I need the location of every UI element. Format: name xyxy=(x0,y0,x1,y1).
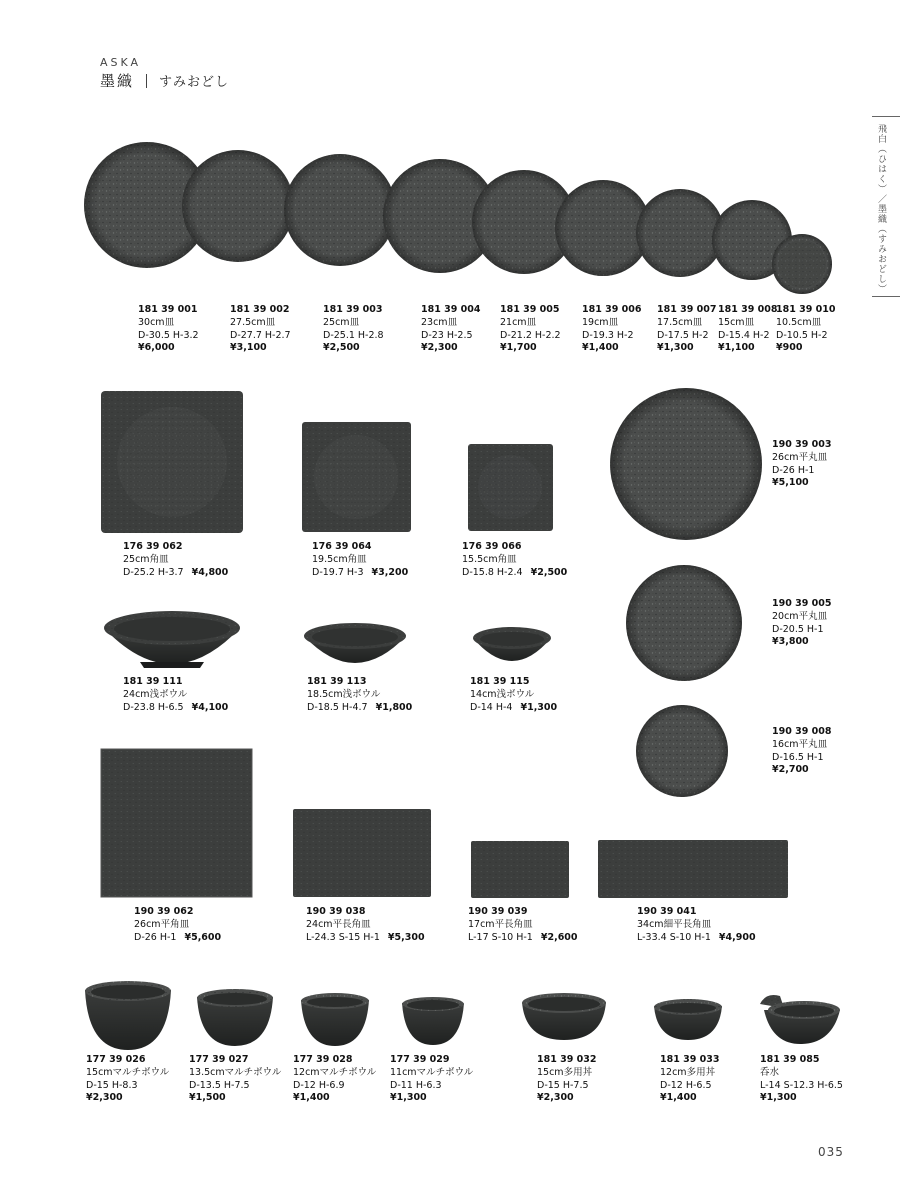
product-price: ¥1,300 xyxy=(390,1092,427,1104)
product-caption xyxy=(657,304,717,355)
product-price: ¥4,800 xyxy=(191,566,229,578)
product-price: ¥1,300 xyxy=(760,1092,797,1104)
product-price: ¥1,700 xyxy=(500,342,537,354)
product-caption xyxy=(230,304,291,355)
product-price: ¥900 xyxy=(776,342,803,354)
product-name: 21cm皿 xyxy=(500,316,537,328)
multi-bowl-photo-12cm xyxy=(301,993,369,1046)
product-caption xyxy=(776,304,836,355)
product-caption xyxy=(582,304,642,355)
product-caption xyxy=(293,1054,376,1105)
product-dimensions: D-15.4 H-2 xyxy=(718,329,770,341)
product-code: 181 39 008 xyxy=(718,304,778,315)
product-code: 190 39 041 xyxy=(637,906,697,917)
product-price: ¥5,600 xyxy=(184,931,222,943)
product-dimensions: D-25.1 H-2.8 xyxy=(323,329,384,341)
product-code: 177 39 028 xyxy=(293,1054,353,1065)
product-code: 177 39 026 xyxy=(86,1054,146,1065)
product-dimensions: L-24.3 S-15 H-1 xyxy=(306,931,380,943)
product-price: ¥2,500 xyxy=(323,342,360,354)
product-caption xyxy=(390,1054,473,1105)
product-code: 190 39 062 xyxy=(134,906,194,917)
product-dimensions: D-16.5 H-1 xyxy=(772,751,824,763)
product-code: 177 39 029 xyxy=(390,1054,450,1065)
product-code: 181 39 007 xyxy=(657,304,717,315)
product-dimensions: D-10.5 H-2 xyxy=(776,329,828,341)
product-code: 181 39 001 xyxy=(138,304,198,315)
product-caption xyxy=(323,304,384,355)
product-caption xyxy=(468,906,578,944)
square-plate-photo-25cm xyxy=(101,391,243,533)
product-code: 181 39 113 xyxy=(307,676,367,687)
product-code: 190 39 008 xyxy=(772,726,832,737)
multi-bowl-photo-11cm xyxy=(402,997,464,1045)
product-caption xyxy=(470,676,557,714)
product-dimensions: D-15 H-8.3 xyxy=(86,1079,138,1091)
product-name: 26cm平丸皿 xyxy=(772,451,828,463)
product-name: 23cm皿 xyxy=(421,316,458,328)
product-caption xyxy=(306,906,425,944)
product-code: 176 39 066 xyxy=(462,541,522,552)
product-dimensions: D-23.8 H-6.5 xyxy=(123,701,184,713)
product-dimensions: D-19.7 H-3 xyxy=(312,566,364,578)
product-name: 17.5cm皿 xyxy=(657,316,703,328)
product-code: 181 39 005 xyxy=(500,304,560,315)
flat-round-plate-photo-20cm xyxy=(626,565,742,681)
flat-square-plate-photo-26cm xyxy=(101,749,252,897)
product-caption xyxy=(462,541,567,579)
shallow-bowl-photo-14cm xyxy=(473,627,551,661)
product-dimensions: D-26 H-1 xyxy=(772,464,815,476)
product-price: ¥3,200 xyxy=(371,566,409,578)
product-caption xyxy=(760,1054,843,1105)
product-caption xyxy=(772,598,832,649)
plate-photo-27-5cm xyxy=(182,150,294,262)
product-caption xyxy=(637,906,756,944)
product-dimensions: D-26 H-1 xyxy=(134,931,177,943)
product-price: ¥2,300 xyxy=(421,342,458,354)
product-name: 15cm多用丼 xyxy=(537,1066,593,1078)
product-dimensions: D-15.8 H-2.4 xyxy=(462,566,523,578)
shallow-bowl-photo-18-5cm xyxy=(304,623,406,663)
product-price: ¥1,400 xyxy=(293,1092,330,1104)
product-price: ¥1,500 xyxy=(189,1092,226,1104)
product-dimensions: D-23 H-2.5 xyxy=(421,329,473,341)
product-code: 181 39 004 xyxy=(421,304,481,315)
product-code: 177 39 027 xyxy=(189,1054,249,1065)
product-dimensions: D-30.5 H-3.2 xyxy=(138,329,199,341)
product-code: 176 39 064 xyxy=(312,541,372,552)
product-name: 25cm角皿 xyxy=(123,553,169,565)
plate-photo-10-5cm xyxy=(772,234,832,294)
side-index-label: 飛白（ひはく）／墨織（すみおどし） xyxy=(876,124,886,294)
shallow-bowl-photo-24cm xyxy=(104,611,240,668)
product-price: ¥1,800 xyxy=(375,701,413,713)
product-code: 181 39 002 xyxy=(230,304,290,315)
product-code: 181 39 032 xyxy=(537,1054,597,1065)
product-code: 176 39 062 xyxy=(123,541,183,552)
product-dimensions: D-15 H-7.5 xyxy=(537,1079,589,1091)
product-code: 181 39 111 xyxy=(123,676,183,687)
product-price: ¥1,300 xyxy=(657,342,694,354)
product-name: 24cm平長角皿 xyxy=(306,918,371,930)
product-price: ¥1,400 xyxy=(660,1092,697,1104)
product-name: 25cm皿 xyxy=(323,316,360,328)
product-price: ¥2,700 xyxy=(772,764,809,776)
product-caption xyxy=(123,676,228,714)
product-code: 181 39 085 xyxy=(760,1054,820,1065)
product-caption xyxy=(134,906,221,944)
flat-round-plate-photo-16cm xyxy=(636,705,728,797)
product-name: 30cm皿 xyxy=(138,316,175,328)
product-name: 15cm皿 xyxy=(718,316,755,328)
product-price: ¥1,100 xyxy=(718,342,755,354)
product-price: ¥4,900 xyxy=(718,931,756,943)
product-price: ¥4,100 xyxy=(191,701,229,713)
product-price: ¥2,300 xyxy=(86,1092,123,1104)
product-name: 15.5cm角皿 xyxy=(462,553,517,565)
product-code: 181 39 010 xyxy=(776,304,836,315)
product-name: 15cmマルチボウル xyxy=(86,1066,170,1078)
product-caption xyxy=(772,726,832,777)
flat-round-plate-photo-26cm xyxy=(610,388,762,540)
product-caption xyxy=(189,1054,281,1105)
product-price: ¥6,000 xyxy=(138,342,175,354)
flat-long-plate-photo-17cm xyxy=(471,841,569,898)
product-price: ¥5,100 xyxy=(772,477,809,489)
product-code: 190 39 039 xyxy=(468,906,528,917)
collection-name: 墨織 xyxy=(100,72,135,90)
multi-bowl-photo-15cm xyxy=(85,981,171,1050)
product-code: 181 39 003 xyxy=(323,304,383,315)
product-dimensions: D-11 H-6.3 xyxy=(390,1079,442,1091)
product-dimensions: D-21.2 H-2.2 xyxy=(500,329,561,341)
product-name: 26cm平角皿 xyxy=(134,918,190,930)
product-code: 190 39 003 xyxy=(772,439,832,450)
product-dimensions: D-25.2 H-3.7 xyxy=(123,566,184,578)
product-dimensions: D-12 H-6.9 xyxy=(293,1079,345,1091)
product-code: 190 39 005 xyxy=(772,598,832,609)
square-plate-photo-19-5cm xyxy=(302,422,411,532)
product-caption xyxy=(718,304,778,355)
product-caption xyxy=(138,304,199,355)
product-price: ¥3,100 xyxy=(230,342,267,354)
product-name: 16cm平丸皿 xyxy=(772,738,828,750)
page-number: 035 xyxy=(818,1145,844,1159)
flat-long-plate-photo-24cm xyxy=(293,809,431,897)
product-caption xyxy=(123,541,228,579)
product-price: ¥2,300 xyxy=(537,1092,574,1104)
product-caption xyxy=(660,1054,720,1105)
product-name: 13.5cmマルチボウル xyxy=(189,1066,282,1078)
product-name: 34cm細平長角皿 xyxy=(637,918,712,930)
product-price: ¥2,500 xyxy=(530,566,568,578)
plate-photo-17-5cm xyxy=(636,189,724,277)
product-name: 20cm平丸皿 xyxy=(772,610,828,622)
product-code: 181 39 006 xyxy=(582,304,642,315)
product-caption xyxy=(772,439,832,490)
product-name: 19.5cm角皿 xyxy=(312,553,367,565)
product-name: 12cmマルチボウル xyxy=(293,1066,377,1078)
product-name: 27.5cm皿 xyxy=(230,316,276,328)
product-name: 18.5cm浅ボウル xyxy=(307,688,381,700)
product-dimensions: L-17 S-10 H-1 xyxy=(468,931,533,943)
product-price: ¥1,300 xyxy=(520,701,558,713)
product-caption xyxy=(312,541,408,579)
product-dimensions: D-19.3 H-2 xyxy=(582,329,634,341)
torisui-photo xyxy=(760,995,840,1044)
product-dimensions: D-20.5 H-1 xyxy=(772,623,824,635)
collection-reading: すみおどし xyxy=(159,75,230,90)
donburi-photo-12cm xyxy=(654,999,722,1040)
product-dimensions: L-33.4 S-10 H-1 xyxy=(637,931,711,943)
product-caption xyxy=(86,1054,169,1105)
donburi-photo-15cm xyxy=(522,993,606,1040)
product-price: ¥2,600 xyxy=(540,931,578,943)
product-name: 14cm浅ボウル xyxy=(470,688,535,700)
series-label: ASKA xyxy=(100,56,142,69)
product-price: ¥1,400 xyxy=(582,342,619,354)
product-caption xyxy=(307,676,412,714)
product-caption xyxy=(537,1054,597,1105)
product-code: 190 39 038 xyxy=(306,906,366,917)
product-dimensions: D-17.5 H-2 xyxy=(657,329,709,341)
product-name: 11cmマルチボウル xyxy=(390,1066,474,1078)
product-name: 12cm多用丼 xyxy=(660,1066,716,1078)
product-name: 24cm浅ボウル xyxy=(123,688,188,700)
product-caption xyxy=(421,304,481,355)
product-price: ¥5,300 xyxy=(387,931,425,943)
plate-photo-25cm xyxy=(284,154,396,266)
product-dimensions: D-27.7 H-2.7 xyxy=(230,329,291,341)
narrow-long-plate-photo-34cm xyxy=(598,840,788,898)
product-caption xyxy=(500,304,561,355)
multi-bowl-photo-13-5cm xyxy=(197,989,273,1046)
product-dimensions: D-14 H-4 xyxy=(470,701,513,713)
product-dimensions: D-18.5 H-4.7 xyxy=(307,701,368,713)
product-code: 181 39 115 xyxy=(470,676,530,687)
product-name: 10.5cm皿 xyxy=(776,316,822,328)
product-price: ¥3,800 xyxy=(772,636,809,648)
product-name: 17cm平長角皿 xyxy=(468,918,533,930)
product-name: 19cm皿 xyxy=(582,316,619,328)
product-code: 181 39 033 xyxy=(660,1054,720,1065)
product-dimensions: D-13.5 H-7.5 xyxy=(189,1079,250,1091)
square-plate-photo-15-5cm xyxy=(468,444,553,531)
product-name: 呑水 xyxy=(760,1066,780,1078)
product-dimensions: L-14 S-12.3 H-6.5 xyxy=(760,1079,843,1091)
product-dimensions: D-12 H-6.5 xyxy=(660,1079,712,1091)
